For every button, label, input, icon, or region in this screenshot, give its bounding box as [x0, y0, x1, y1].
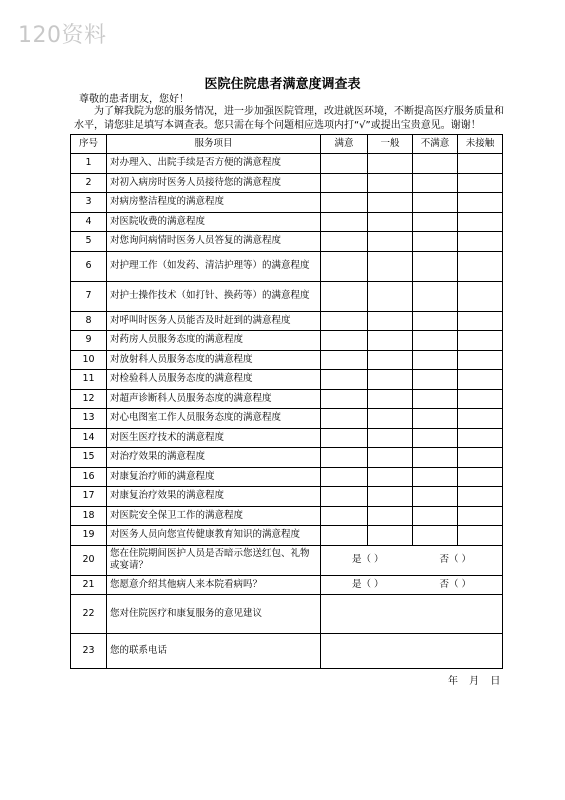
date-line: 年 月 日 — [448, 676, 501, 687]
row-item: 对护士操作技术（如打针、换药等）的满意程度 — [107, 281, 321, 311]
table-row — [71, 212, 503, 232]
unsatisfied-cell[interactable] — [413, 173, 458, 193]
suggestion-field[interactable] — [321, 595, 503, 634]
table-row — [71, 154, 503, 174]
no-contact-cell[interactable] — [458, 428, 503, 448]
no-contact-cell[interactable] — [458, 526, 503, 546]
row-item: 对病房整洁程度的满意程度 — [107, 193, 321, 213]
row-item: 对护理工作（如发药、清洁护理等）的满意程度 — [107, 251, 321, 281]
row-number: 5 — [71, 232, 107, 252]
no-contact-cell[interactable] — [458, 193, 503, 213]
greeting: 尊敬的患者朋友，您好！ — [79, 94, 189, 105]
unsatisfied-cell[interactable] — [413, 311, 458, 331]
average-cell[interactable] — [368, 232, 413, 252]
row-item: 对药房人员服务态度的满意程度 — [107, 331, 321, 351]
phone-field[interactable] — [321, 634, 503, 669]
watermark: 120资料 — [18, 23, 107, 48]
header-number: 序号 — [71, 135, 107, 154]
survey-table — [70, 134, 503, 669]
table-row — [71, 487, 503, 507]
table-row — [71, 173, 503, 193]
row-number: 11 — [71, 370, 107, 390]
row-number: 20 — [71, 545, 107, 575]
table-row — [71, 193, 503, 213]
row-number: 18 — [71, 506, 107, 526]
row-item: 对心电图室工作人员服务态度的满意程度 — [107, 409, 321, 429]
no-contact-cell[interactable] — [458, 251, 503, 281]
no-contact-cell[interactable] — [458, 154, 503, 174]
yes-no-cell[interactable] — [321, 545, 503, 575]
header-average: 一般 — [368, 135, 413, 154]
row-number: 23 — [71, 634, 107, 669]
table-row — [71, 331, 503, 351]
row-item: 对医务人员向您宣传健康教育知识的满意程度 — [107, 526, 321, 546]
row-item: 对超声诊断科人员服务态度的满意程度 — [107, 389, 321, 409]
unsatisfied-cell[interactable] — [413, 281, 458, 311]
no-contact-cell[interactable] — [458, 409, 503, 429]
table-row — [71, 350, 503, 370]
unsatisfied-cell[interactable] — [413, 232, 458, 252]
satisfied-cell[interactable] — [321, 409, 368, 429]
row-number: 13 — [71, 409, 107, 429]
average-cell[interactable] — [368, 251, 413, 281]
average-cell[interactable] — [368, 311, 413, 331]
row-number: 1 — [71, 154, 107, 174]
satisfied-cell[interactable] — [321, 448, 368, 468]
no-contact-cell[interactable] — [458, 212, 503, 232]
average-cell[interactable] — [368, 370, 413, 390]
average-cell[interactable] — [368, 409, 413, 429]
question-row-21 — [71, 575, 503, 595]
unsatisfied-cell[interactable] — [413, 212, 458, 232]
row-number: 9 — [71, 331, 107, 351]
row-number: 14 — [71, 428, 107, 448]
unsatisfied-cell[interactable] — [413, 331, 458, 351]
table-row — [71, 409, 503, 429]
average-cell[interactable] — [368, 428, 413, 448]
row-number: 22 — [71, 595, 107, 634]
row-item: 您对住院医疗和康复服务的意见建议 — [107, 595, 321, 634]
no-contact-cell[interactable] — [458, 311, 503, 331]
no-contact-cell[interactable] — [458, 370, 503, 390]
average-cell[interactable] — [368, 193, 413, 213]
average-cell[interactable] — [368, 487, 413, 507]
question-row-23 — [71, 634, 503, 669]
average-cell[interactable] — [368, 350, 413, 370]
satisfied-cell[interactable] — [321, 487, 368, 507]
satisfied-cell[interactable] — [321, 467, 368, 487]
no-contact-cell[interactable] — [458, 173, 503, 193]
row-item: 对医院收费的满意程度 — [107, 212, 321, 232]
intro-paragraph: 为了解我院为您的服务情况，进一步加强医院管理，改进就医环境，不断提高医疗服务质量和水平，请您驻足填写本调查表。您只需在每个问题相应选项内打“√”或提出宝贵意见。谢谢！ — [74, 106, 504, 131]
satisfied-cell[interactable] — [321, 154, 368, 174]
row-number: 19 — [71, 526, 107, 546]
row-item: 对您询问病情时医务人员答复的满意程度 — [107, 232, 321, 252]
no-contact-cell[interactable] — [458, 487, 503, 507]
average-cell[interactable] — [368, 389, 413, 409]
table-row — [71, 448, 503, 468]
unsatisfied-cell[interactable] — [413, 350, 458, 370]
row-item: 您的联系电话 — [107, 634, 321, 669]
row-item: 对初入病房时医务人员接待您的满意程度 — [107, 173, 321, 193]
table-row — [71, 232, 503, 252]
yes-option[interactable]: 是（ ） — [351, 578, 384, 590]
row-item: 对医院安全保卫工作的满意程度 — [107, 506, 321, 526]
unsatisfied-cell[interactable] — [413, 526, 458, 546]
table-row — [71, 311, 503, 331]
unsatisfied-cell[interactable] — [413, 389, 458, 409]
satisfied-cell[interactable] — [321, 311, 368, 331]
average-cell[interactable] — [368, 506, 413, 526]
unsatisfied-cell[interactable] — [413, 251, 458, 281]
satisfied-cell[interactable] — [321, 350, 368, 370]
no-contact-cell[interactable] — [458, 467, 503, 487]
unsatisfied-cell[interactable] — [413, 467, 458, 487]
row-item: 对康复治疗师的满意程度 — [107, 467, 321, 487]
table-row — [71, 281, 503, 311]
no-contact-cell[interactable] — [458, 281, 503, 311]
no-contact-cell[interactable] — [458, 232, 503, 252]
satisfied-cell[interactable] — [321, 251, 368, 281]
row-number: 3 — [71, 193, 107, 213]
no-contact-cell[interactable] — [458, 350, 503, 370]
table-row — [71, 389, 503, 409]
header-no-contact: 未接触 — [458, 135, 503, 154]
table-row — [71, 526, 503, 546]
table-row — [71, 251, 503, 281]
average-cell[interactable] — [368, 212, 413, 232]
unsatisfied-cell[interactable] — [413, 409, 458, 429]
unsatisfied-cell[interactable] — [413, 154, 458, 174]
satisfied-cell[interactable] — [321, 389, 368, 409]
unsatisfied-cell[interactable] — [413, 370, 458, 390]
table-row — [71, 506, 503, 526]
row-number: 10 — [71, 350, 107, 370]
header-item: 服务项目 — [107, 135, 321, 154]
unsatisfied-cell[interactable] — [413, 193, 458, 213]
no-contact-cell[interactable] — [458, 389, 503, 409]
average-cell[interactable] — [368, 526, 413, 546]
row-number: 6 — [71, 251, 107, 281]
average-cell[interactable] — [368, 281, 413, 311]
row-number: 15 — [71, 448, 107, 468]
page-title: 医院住院患者满意度调查表 — [204, 77, 361, 92]
no-contact-cell[interactable] — [458, 448, 503, 468]
average-cell[interactable] — [368, 154, 413, 174]
satisfied-cell[interactable] — [321, 193, 368, 213]
row-item: 您在住院期间医护人员是否暗示您送红包、礼物或宴请？ — [107, 545, 321, 575]
row-item: 对呼叫时医务人员能否及时赶到的满意程度 — [107, 311, 321, 331]
satisfied-cell[interactable] — [321, 370, 368, 390]
no-contact-cell[interactable] — [458, 506, 503, 526]
row-number: 16 — [71, 467, 107, 487]
question-row-20 — [71, 545, 503, 575]
satisfied-cell[interactable] — [321, 506, 368, 526]
row-number: 2 — [71, 173, 107, 193]
average-cell[interactable] — [368, 173, 413, 193]
satisfied-cell[interactable] — [321, 212, 368, 232]
row-item: 对治疗效果的满意程度 — [107, 448, 321, 468]
unsatisfied-cell[interactable] — [413, 506, 458, 526]
average-cell[interactable] — [368, 448, 413, 468]
table-header-row — [71, 135, 503, 154]
table-row — [71, 370, 503, 390]
row-number: 21 — [71, 575, 107, 595]
unsatisfied-cell[interactable] — [413, 428, 458, 448]
no-contact-cell[interactable] — [458, 331, 503, 351]
question-row-22 — [71, 595, 503, 634]
average-cell[interactable] — [368, 331, 413, 351]
row-item: 对医生医疗技术的满意程度 — [107, 428, 321, 448]
row-number: 8 — [71, 311, 107, 331]
no-option[interactable]: 否（ ） — [439, 578, 472, 590]
header-satisfied: 满意 — [321, 135, 368, 154]
row-item: 您愿意介绍其他病人来本院看病吗？ — [107, 575, 321, 595]
header-unsatisfied: 不满意 — [413, 135, 458, 154]
yes-no-cell[interactable] — [321, 575, 503, 595]
satisfied-cell[interactable] — [321, 232, 368, 252]
row-item: 对康复治疗效果的满意程度 — [107, 487, 321, 507]
no-option[interactable]: 否（ ） — [439, 554, 472, 565]
average-cell[interactable] — [368, 467, 413, 487]
row-number: 17 — [71, 487, 107, 507]
row-item: 对办理入、出院手续是否方便的满意程度 — [107, 154, 321, 174]
satisfied-cell[interactable] — [321, 281, 368, 311]
row-item: 对检验科人员服务态度的满意程度 — [107, 370, 321, 390]
satisfied-cell[interactable] — [321, 428, 368, 448]
satisfied-cell[interactable] — [321, 526, 368, 546]
row-item: 对放射科人员服务态度的满意程度 — [107, 350, 321, 370]
unsatisfied-cell[interactable] — [413, 487, 458, 507]
row-number: 4 — [71, 212, 107, 232]
unsatisfied-cell[interactable] — [413, 448, 458, 468]
table-row — [71, 428, 503, 448]
row-number: 7 — [71, 281, 107, 311]
table-row — [71, 467, 503, 487]
satisfied-cell[interactable] — [321, 331, 368, 351]
satisfied-cell[interactable] — [321, 173, 368, 193]
yes-option[interactable]: 是（ ） — [351, 554, 384, 565]
row-number: 12 — [71, 389, 107, 409]
